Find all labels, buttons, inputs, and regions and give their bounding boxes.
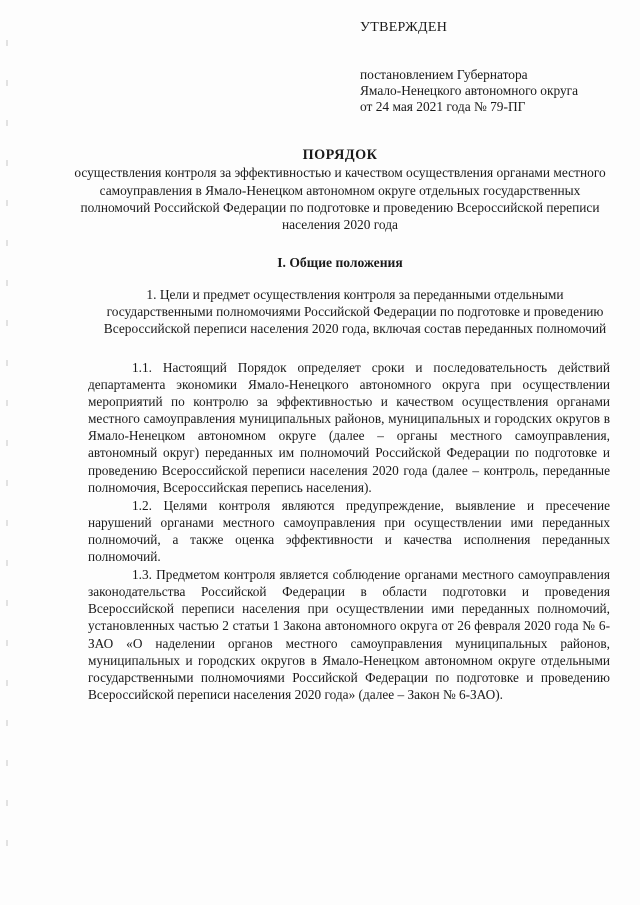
document-title-block <box>70 147 610 233</box>
scan-edge-marks <box>6 40 8 860</box>
document-body <box>88 359 610 703</box>
approval-heading: УТВЕРЖДЕН <box>360 20 448 35</box>
document-subtitle: осуществления контроля за эффективностью и качеством осуществления органами местного самоуправления в Ямало-Ненецком автономном округе отдельных государственных полномочий Российской Федерации по подготовке и проведению Всероссийской переписи населения 2020 года <box>74 165 606 233</box>
approval-line-authority: постановлением Губернатора <box>360 67 528 82</box>
approval-line-date: от 24 мая 2021 года № 79-ПГ <box>360 99 526 114</box>
paragraph-1-3: 1.3. Предметом контроля является соблюдение органами местного самоуправления законодательства Российской Федерации в области подготовки и проведения Всероссийской переписи населения при осуществлении ими переданных полномочий, установленных частью 2 статьи 1 Закона автономного округа от 26 февраля 2020 года № 6-ЗАО «О наделении органов местного самоуправления муниципальных районов, муниципальных и городских округов в Ямало-Ненецком автономном округе отдельными государственными полномочиями Российской Федерации по подготовке и проведению Всероссийской переписи населения 2020 года» (далее – Закон № 6-ЗАО). <box>88 567 610 702</box>
approval-block <box>360 20 620 115</box>
paragraph-1-1: 1.1. Настоящий Порядок определяет сроки и последовательность действий департамента экономики Ямало-Ненецкого автономного округа при осуществлении мероприятий по контролю за эффективностью и качеством осуществления органами местного самоуправления муниципальных районов, муниципальных и городских округов в Ямало-Ненецком автономном округе (далее – органы местного самоуправления, автономный округ) переданных им полномочий Российской Федерации по подготовке и проведению Всероссийской переписи населения 2020 года (далее – контроль, переданные полномочия, Всероссийская перепись населения). <box>88 360 610 495</box>
section-title: I. Общие положения <box>277 255 403 270</box>
document-title: ПОРЯДОК <box>302 147 378 163</box>
subsection-title: 1. Цели и предмет осуществления контроля за переданными отдельными государственными полномочиями Российской Федерации по подготовке и проведению Всероссийской переписи населения 2020 года, включая состав переданных полномочий <box>103 287 607 336</box>
paragraph-1-2: 1.2. Целями контроля являются предупреждение, выявление и пресечение нарушений органами местного самоуправления при осуществлении ими переданных полномочий, а также оценка эффективности и качества исполнения переданных полномочий. <box>88 497 610 565</box>
approval-line-region: Ямало-Ненецкого автономного округа <box>360 83 579 98</box>
